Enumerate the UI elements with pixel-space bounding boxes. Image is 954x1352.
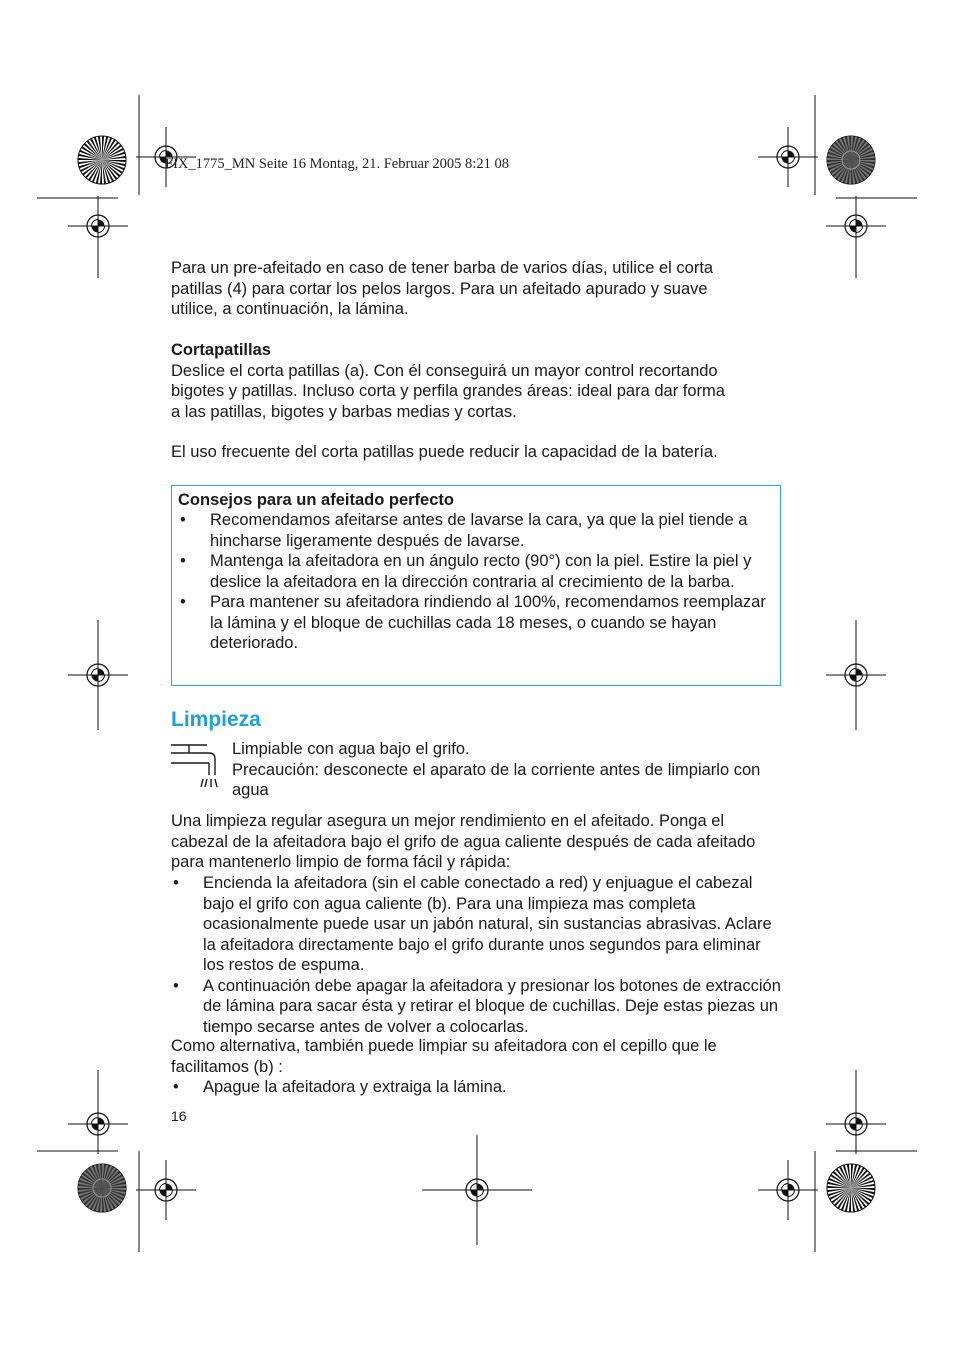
tip-text: Mantenga la afeitadora en un ángulo recto (90°) con la piel. Estire la piel y deslice la afeitadora en la dirección contraria al crecimiento de la barba. bbox=[210, 552, 752, 591]
cleaning-intro: Una limpieza regular asegura un mejor rendimiento en el afeitado. Ponga el cabezal de la afeitadora bajo el grifo de agua caliente después de cada afeitado para mantenerlo limpio de forma fácil y rápida: bbox=[171, 812, 756, 871]
registration-quadrant bbox=[850, 220, 857, 227]
registration-quadrant bbox=[166, 1190, 173, 1197]
registration-quadrant bbox=[788, 151, 795, 158]
tip-text: Para mantener su afeitadora rindiendo al 100%, recomendamos reemplazar la lámina y el bloque de cuchillas cada 18 meses, o cuando se hayan deteriorado. bbox=[210, 593, 766, 652]
trimmer-line: Deslice el corta patillas (a). Con él conseguirá un mayor control recortando bbox=[171, 361, 718, 380]
print-slug: FIX_1775_MN Seite 16 Montag, 21. Februar 2005 8:21 08 bbox=[165, 156, 509, 172]
tips-title: Consejos para un afeitado perfecto bbox=[178, 491, 454, 509]
registration-quadrant bbox=[856, 220, 863, 227]
registration-quadrant bbox=[788, 1184, 795, 1191]
registration-quadrant bbox=[850, 1118, 857, 1125]
registration-quadrant bbox=[98, 226, 105, 233]
tip-item bbox=[178, 510, 776, 551]
page-number: 16 bbox=[171, 1108, 187, 1124]
bullet: • bbox=[173, 874, 179, 892]
faucet-water-icon bbox=[169, 741, 219, 791]
registration-quadrant bbox=[92, 1118, 99, 1125]
tip-item bbox=[178, 592, 776, 654]
registration-quadrant bbox=[92, 1124, 99, 1131]
registration-quadrant bbox=[477, 1184, 484, 1191]
trimmer-section bbox=[171, 340, 783, 422]
registration-quadrant bbox=[782, 1190, 789, 1197]
registration-quadrant bbox=[856, 1124, 863, 1131]
registration-quadrant bbox=[92, 669, 99, 676]
cleaning-step bbox=[171, 873, 783, 976]
registration-quadrant bbox=[850, 226, 857, 233]
intro-line: Para un pre-afeitado en caso de tener barba de varios días, utilice el corta bbox=[171, 259, 714, 277]
section-title: Limpieza bbox=[171, 708, 261, 731]
registration-quadrant bbox=[782, 151, 789, 158]
faucet-caution: Precaución: desconecte el aparato de la corriente antes de limpiarlo con agua bbox=[232, 760, 761, 799]
faucet-line: Limpiable con agua bajo el grifo. bbox=[232, 740, 470, 758]
registration-quadrant bbox=[850, 1124, 857, 1131]
trimmer-line: a las patillas, bigotes y barbas medias y cortas. bbox=[171, 402, 517, 421]
tip-item bbox=[178, 551, 776, 592]
bullet: • bbox=[180, 511, 186, 529]
registration-quadrant bbox=[856, 675, 863, 682]
tip-text: Recomendamos afeitarse antes de lavarse la cara, ya que la piel tiende a hincharse ligeramente después de lavarse. bbox=[210, 511, 748, 550]
bullet: • bbox=[173, 976, 179, 995]
registration-quadrant bbox=[782, 1184, 789, 1191]
alternative-steps bbox=[171, 1077, 783, 1098]
registration-quadrant bbox=[788, 1190, 795, 1197]
step-text: A continuación debe apagar la afeitadora y presionar los botones de extracción de lámina para sacar ésta y retirar el bloque de cuchillas. Deje estas piezas un tiempo secarse antes de volver a colocarlas. bbox=[203, 976, 781, 1036]
bullet: • bbox=[180, 552, 186, 570]
registration-quadrant bbox=[98, 669, 105, 676]
registration-quadrant bbox=[471, 1190, 478, 1197]
registration-quadrant bbox=[92, 226, 99, 233]
registration-quadrant bbox=[782, 157, 789, 164]
bullet: • bbox=[173, 1078, 179, 1096]
registration-quadrant bbox=[471, 1184, 478, 1191]
faucet-instructions bbox=[232, 739, 784, 801]
trimmer-heading: Cortapatillas bbox=[171, 341, 271, 359]
registration-quadrant bbox=[92, 675, 99, 682]
intro-line: utilice, a continuación, la lámina. bbox=[171, 300, 409, 318]
cleaning-step bbox=[171, 976, 783, 1038]
intro-paragraph bbox=[171, 258, 783, 320]
registration-quadrant bbox=[92, 220, 99, 227]
registration-quadrant bbox=[856, 226, 863, 233]
step-text: Encienda la afeitadora (sin el cable conectado a red) y enjuague el cabezal bajo el grifo con agua caliente (b). Para una limpieza mas completa ocasionalmente puede usar un jabón natural, sin sustancias abrasivas. Aclare la afeitadora directamente bajo el grifo durante unos segundos para eliminar los restos de espuma. bbox=[203, 874, 772, 974]
registration-quadrant bbox=[98, 675, 105, 682]
tips-list bbox=[178, 510, 776, 654]
registration-quadrant bbox=[850, 669, 857, 676]
registration-quadrant bbox=[98, 220, 105, 227]
step-text: Apague la afeitadora y extraiga la lámina. bbox=[203, 1078, 507, 1096]
alternative-step bbox=[171, 1077, 783, 1098]
registration-quadrant bbox=[477, 1190, 484, 1197]
bullet: • bbox=[180, 593, 186, 611]
trimmer-line: bigotes y patillas. Incluso corta y perfila grandes áreas: ideal para dar forma bbox=[171, 382, 725, 400]
registration-quadrant bbox=[98, 1118, 105, 1125]
registration-quadrant bbox=[98, 1124, 105, 1131]
registration-quadrant bbox=[788, 157, 795, 164]
registration-quadrant bbox=[850, 675, 857, 682]
registration-quadrant bbox=[160, 1184, 167, 1191]
battery-note: El uso frecuente del corta patillas puede reducir la capacidad de la batería. bbox=[171, 443, 718, 461]
registration-quadrant bbox=[166, 1184, 173, 1191]
registration-quadrant bbox=[856, 669, 863, 676]
cleaning-alternative: Como alternativa, también puede limpiar su afeitadora con el cepillo que le facilitamos (b) : bbox=[171, 1037, 717, 1076]
registration-quadrant bbox=[856, 1118, 863, 1125]
cleaning-steps bbox=[171, 873, 783, 1037]
intro-line: patillas (4) para cortar los pelos largos. Para un afeitado apurado y suave bbox=[171, 279, 708, 298]
registration-quadrant bbox=[160, 1190, 167, 1197]
